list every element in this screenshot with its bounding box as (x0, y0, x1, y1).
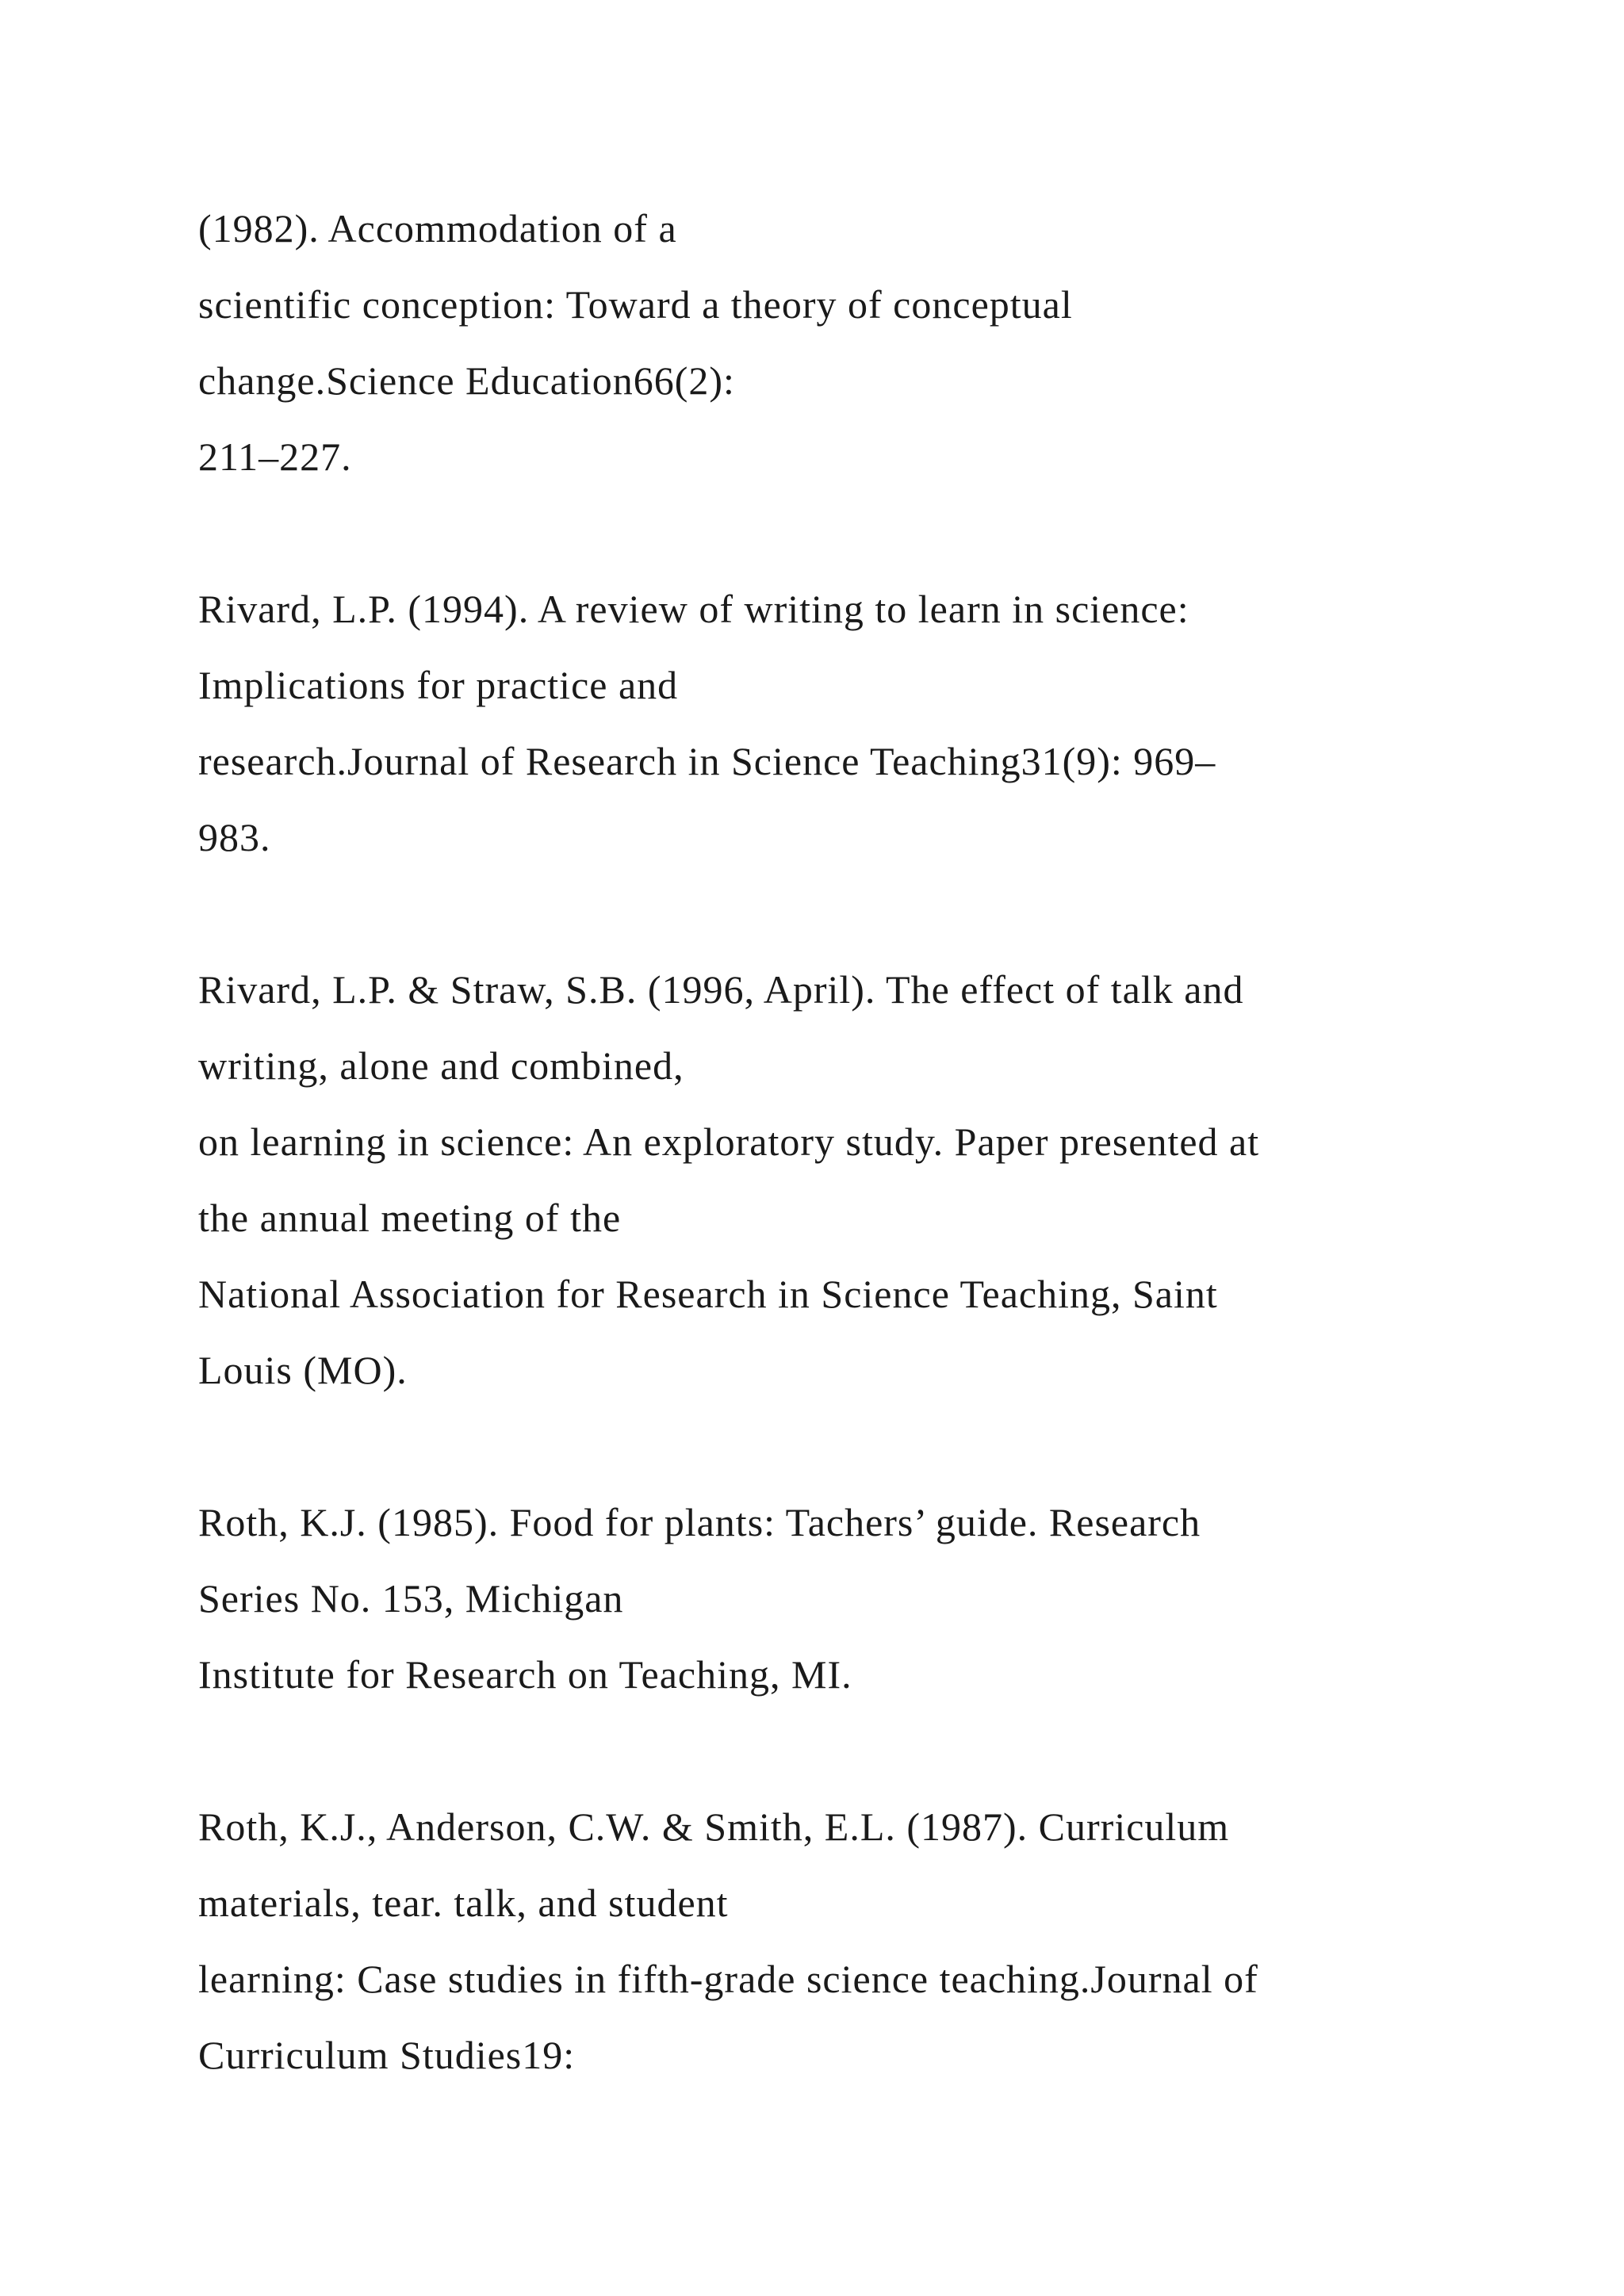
reference-line: Series No. 153, Michigan (198, 1576, 624, 1621)
reference-line: 983. (198, 815, 271, 859)
reference-line: research.Journal of Research in Science Teaching31(9): 969– (198, 739, 1216, 783)
reference-line: on learning in science: An exploratory study. Paper presented at (198, 1119, 1260, 1164)
reference-line: Curriculum Studies19: (198, 2033, 576, 2077)
reference-line: Implications for practice and (198, 663, 679, 707)
paragraph-gap (198, 875, 1546, 951)
reference-line: Roth, K.J. (1985). Food for plants: Tachers’ guide. Research (198, 1500, 1201, 1544)
reference-line: Institute for Research on Teaching, MI. (198, 1652, 852, 1697)
paragraph-gap (198, 1712, 1546, 1789)
reference-line: Louis (MO). (198, 1348, 408, 1392)
reference-entry (198, 571, 1546, 875)
reference-line: the annual meeting of the (198, 1196, 622, 1240)
paragraph-gap (198, 495, 1546, 571)
reference-line: Rivard, L.P. (1994). A review of writing to learn in science: (198, 587, 1189, 631)
reference-line: writing, alone and combined, (198, 1043, 684, 1088)
reference-entry (198, 951, 1546, 1408)
reference-entry (198, 1789, 1546, 2093)
reference-line: National Association for Research in Science Teaching, Saint (198, 1272, 1218, 1316)
reference-line: Rivard, L.P. & Straw, S.B. (1996, April). The effect of talk and (198, 967, 1244, 1012)
reference-line: scientific conception: Toward a theory of conceptual (198, 282, 1073, 327)
reference-line: (1982). Accommodation of a (198, 206, 677, 251)
reference-list (198, 190, 1546, 2093)
reference-line: Roth, K.J., Anderson, C.W. & Smith, E.L. (1987). Curriculum (198, 1804, 1230, 1849)
reference-line: materials, tear. talk, and student (198, 1881, 729, 1925)
reference-line: change.Science Education66(2): (198, 358, 735, 403)
reference-line: learning: Case studies in fifth-grade science teaching.Journal of (198, 1957, 1258, 2001)
paragraph-gap (198, 1408, 1546, 1484)
reference-line: 211–227. (198, 434, 352, 479)
reference-entry (198, 190, 1546, 495)
reference-entry (198, 1484, 1546, 1712)
